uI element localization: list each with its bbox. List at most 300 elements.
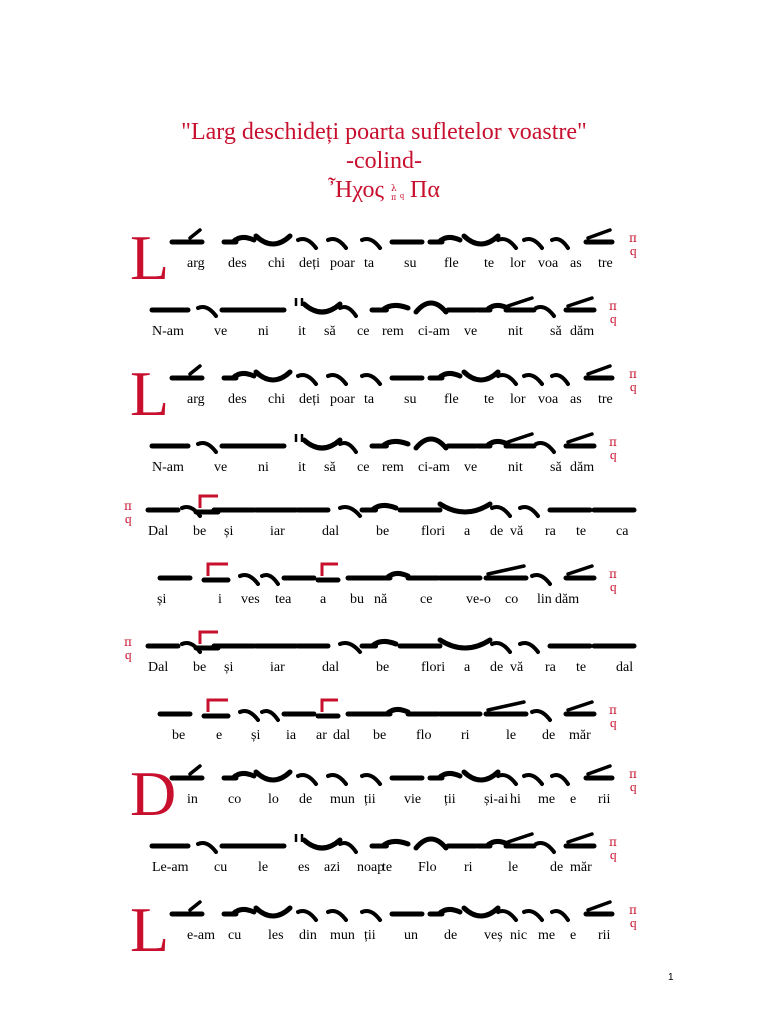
lyric-syllable: flori (421, 660, 446, 675)
lyric-syllable: deți (299, 256, 320, 271)
lyric-syllable: vie (404, 792, 422, 807)
lyric-syllable: ni (258, 324, 269, 339)
lyric-syllable: ce (357, 324, 370, 339)
lyric-syllable: nic (510, 928, 528, 943)
ison-neume (492, 507, 510, 516)
svg-text:ϥ: ϥ (630, 383, 637, 398)
omalon-neume (416, 303, 446, 312)
svg-text:π: π (609, 703, 617, 717)
lyric-syllable: dal (616, 660, 634, 675)
ison-neume (362, 375, 380, 384)
red-gorgon-neume (318, 564, 338, 580)
lyric-syllable: rem (382, 324, 404, 339)
svg-text:π: π (629, 903, 637, 917)
lyric-syllable: le (258, 860, 269, 875)
svg-text:ϥ: ϥ (610, 719, 617, 734)
lyric-syllable: poar (330, 392, 355, 407)
hymn-title: "Larg deschideți poarta sufletelor voastre" (181, 119, 587, 145)
lyric-syllable: N-am (152, 460, 184, 475)
apostrophos-neume (464, 236, 498, 244)
lyric-syllable: ve (214, 324, 228, 339)
lyric-syllable: te (484, 392, 495, 407)
lyric-syllable: be (193, 660, 207, 675)
lyric-syllable: mun (330, 792, 355, 807)
kentimata-neume (566, 702, 594, 714)
lyric-syllable: arg (187, 256, 205, 271)
petasti-neume (430, 373, 460, 378)
petasti-neume (372, 305, 408, 310)
lyric-syllable: i (218, 592, 222, 607)
lyric-syllable: deți (299, 392, 320, 407)
lyric-syllable: azi (324, 860, 341, 875)
svg-text:ϥ: ϥ (125, 651, 132, 666)
kentimata-neume (188, 230, 202, 242)
svg-text:π: π (391, 193, 397, 203)
double-gorgon-mark (296, 298, 302, 306)
lyric-syllable: ve-o (466, 592, 491, 607)
ison-neume (524, 775, 542, 784)
omalon-neume (416, 839, 446, 848)
lyric-syllable: și (251, 728, 261, 743)
apostrophos-neume (440, 504, 490, 512)
neume-staff (0, 430, 660, 464)
lyric-syllable: les (268, 928, 284, 943)
lyric-syllable: ții (364, 928, 376, 943)
lyric-syllable: as (570, 256, 582, 271)
svg-text:λ: λ (391, 184, 397, 195)
lyric-syllable: rem (382, 460, 404, 475)
kentimata-neume (586, 902, 612, 914)
ison-neume (340, 843, 356, 852)
petasti-neume (224, 237, 254, 242)
kentimata-neume (486, 566, 526, 578)
ison-neume (552, 775, 568, 784)
score-line (0, 294, 768, 360)
martyria-icon (627, 366, 643, 400)
neume-staff (0, 630, 660, 664)
lyric-syllable: de (444, 928, 458, 943)
lyric-syllable: Dal (148, 660, 169, 675)
lyric-syllable: be (193, 524, 207, 539)
lyric-syllable: le (506, 728, 517, 743)
svg-text:π: π (609, 435, 617, 449)
lyric-syllable: ve (214, 460, 228, 475)
svg-text:ϥ: ϥ (630, 919, 637, 934)
lyric-syllable: și (224, 524, 234, 539)
apostrophos-neume (464, 908, 498, 916)
lyric-syllable: be (376, 660, 390, 675)
martyria-icon (122, 498, 138, 532)
apostrophos-neume (304, 440, 340, 448)
ison-neume (240, 575, 258, 584)
lyric-syllable: Dal (148, 524, 169, 539)
lyric-syllable: de (299, 792, 313, 807)
neume-staff (0, 494, 660, 528)
lyric-syllable: lor (510, 392, 526, 407)
lyric-syllable: te (576, 524, 587, 539)
martyria-icon (607, 298, 623, 332)
petasti-neume (430, 773, 460, 778)
ison-neume (262, 575, 278, 584)
ison-neume (524, 911, 542, 920)
lyric-syllable: dăm (555, 592, 580, 607)
lyric-syllable: Le-am (152, 860, 189, 875)
lyric-syllable: N-am (152, 324, 184, 339)
lyric-syllable: ar (316, 728, 327, 743)
neume-staff (0, 294, 660, 328)
hymn-subtitle: -colind- (346, 148, 422, 174)
kentimata-neume (486, 702, 526, 714)
ison-neume (298, 375, 316, 384)
lyric-syllable: te (484, 256, 495, 271)
petasti-neume (478, 305, 508, 310)
neume-staff (0, 762, 660, 796)
neume-staff (0, 830, 660, 864)
ison-neume (198, 443, 216, 452)
lyric-syllable: cu (228, 928, 242, 943)
lyric-syllable: să (324, 324, 336, 339)
red-gorgon-neume (204, 700, 228, 716)
drop-cap: D (130, 758, 177, 829)
svg-text:π: π (124, 635, 132, 649)
petasti-neume (362, 641, 396, 646)
lyric-syllable: tre (598, 256, 613, 271)
lyric-syllable: co (505, 592, 519, 607)
lyric-syllable: rii (598, 792, 611, 807)
lyric-syllable: să (324, 460, 336, 475)
ison-neume (240, 711, 258, 720)
score-line (0, 222, 768, 293)
lyric-syllable: hi (510, 792, 521, 807)
lyric-syllable: ci-am (418, 324, 450, 339)
lyric-syllable: voa (538, 256, 559, 271)
lyric-syllable: tea (275, 592, 292, 607)
apostrophos-neume (464, 772, 498, 780)
petasti-neume (430, 909, 460, 914)
lyric-syllable: su (404, 256, 417, 271)
ison-neume (498, 775, 516, 784)
martyria-icon (122, 634, 138, 668)
kentimata-neume (188, 902, 202, 914)
lyric-syllable: dăm (570, 324, 595, 339)
svg-text:π: π (609, 835, 617, 849)
apostrophos-neume (256, 772, 290, 780)
ison-neume (362, 239, 380, 248)
ison-neume (328, 239, 346, 248)
score-line (0, 630, 768, 696)
lyric-syllable: es (298, 860, 310, 875)
score-line (0, 698, 768, 764)
lyric-syllable: des (228, 256, 247, 271)
martyria-icon (607, 566, 623, 600)
mode-label: Ἦχος (328, 177, 385, 203)
martyria-icon (607, 702, 623, 736)
lyric-syllable: de (542, 728, 556, 743)
lyric-syllable: Flo (418, 860, 437, 875)
lyric-syllable: ce (357, 460, 370, 475)
ison-neume (262, 711, 278, 720)
ison-neume (328, 375, 346, 384)
score-line (0, 894, 768, 965)
lyric-syllable: de (550, 860, 564, 875)
svg-text:ϥ: ϥ (610, 451, 617, 466)
ison-neume (340, 507, 360, 516)
lyric-syllable: su (404, 392, 417, 407)
lyric-syllable: ri (464, 860, 473, 875)
ison-neume (498, 375, 516, 384)
drop-cap: L (130, 222, 170, 293)
lyric-syllable: dal (322, 660, 340, 675)
score-line (0, 358, 768, 429)
svg-text:π: π (609, 567, 617, 581)
lyric-syllable: ni (258, 460, 269, 475)
neume-staff (0, 562, 660, 596)
lyric-syllable: it (298, 324, 306, 339)
svg-text:ϥ: ϥ (125, 515, 132, 530)
kentimata-neume (566, 834, 594, 846)
svg-text:π: π (629, 367, 637, 381)
lyric-syllable: it (298, 460, 306, 475)
ison-neume (298, 775, 316, 784)
lyric-syllable: be (172, 728, 186, 743)
kentimata-neume (586, 766, 612, 778)
neume-staff (0, 226, 660, 260)
ison-neume (498, 239, 516, 248)
lyric-syllable: vă (510, 660, 524, 675)
martyria-icon (627, 766, 643, 800)
ison-neume (362, 911, 380, 920)
svg-text:π: π (629, 231, 637, 245)
ison-neume (536, 843, 554, 852)
svg-text:π: π (629, 767, 637, 781)
ison-neume (198, 843, 216, 852)
lyric-syllable: ri (461, 728, 470, 743)
lyric-syllable: lin (537, 592, 552, 607)
lyric-syllable: tre (598, 392, 613, 407)
double-gorgon-mark (296, 834, 302, 842)
apostrophos-neume (256, 236, 290, 244)
lyric-syllable: rii (598, 928, 611, 943)
svg-text:ϥ: ϥ (610, 583, 617, 598)
petasti-neume (430, 237, 460, 242)
score-line (0, 830, 768, 896)
neume-staff (0, 362, 660, 396)
lyric-syllable: fle (444, 392, 459, 407)
svg-text:π: π (124, 499, 132, 513)
lyric-syllable: in (187, 792, 198, 807)
kentimata-neume (188, 766, 202, 778)
lyric-syllable: bu (350, 592, 364, 607)
lyric-syllable: veș (484, 928, 503, 943)
mode-martyria-icon (390, 180, 410, 202)
kentimata-neume (586, 366, 612, 378)
apostrophos-neume (256, 908, 290, 916)
ison-neume (340, 307, 356, 316)
martyria-icon (607, 434, 623, 468)
ison-neume (536, 307, 554, 316)
mode-heading (0, 178, 768, 202)
omalon-neume (416, 439, 446, 448)
lyric-syllable: și-ai (484, 792, 509, 807)
lyric-syllable: be (373, 728, 387, 743)
lyric-syllable: ci-am (418, 460, 450, 475)
lyric-syllable: arg (187, 392, 205, 407)
score-line (0, 430, 768, 496)
lyric-syllable: flori (421, 524, 446, 539)
petasti-neume (224, 773, 254, 778)
red-gorgon-neume (318, 700, 338, 716)
kentimata-neume (586, 230, 612, 242)
petasti-neume (478, 441, 508, 446)
lyric-syllable: ve (464, 460, 478, 475)
petasti-neume (478, 841, 508, 846)
ison-neume (520, 507, 538, 516)
ison-neume (552, 239, 568, 248)
svg-text:ϥ: ϥ (630, 783, 637, 798)
apostrophos-neume (464, 372, 498, 380)
score-line (0, 494, 768, 560)
lyric-syllable: te (576, 660, 587, 675)
lyric-syllable: măr (569, 728, 591, 743)
lyric-syllable: mun (330, 928, 355, 943)
kentimata-neume (566, 434, 594, 446)
lyric-syllable: flo (416, 728, 432, 743)
ison-neume (498, 911, 516, 920)
lyric-syllable: iar (270, 524, 285, 539)
ison-neume (198, 307, 216, 316)
lyric-syllable: e (570, 928, 577, 943)
petasti-neume (362, 505, 396, 510)
lyric-syllable: be (376, 524, 390, 539)
lyric-syllable: chi (268, 392, 286, 407)
lyric-syllable: noap (357, 860, 385, 875)
lyric-syllable: le (508, 860, 519, 875)
drop-cap: L (130, 894, 170, 965)
lyric-syllable: măr (570, 860, 592, 875)
lyric-syllable: des (228, 392, 247, 407)
ison-neume (532, 711, 550, 720)
kentimata-neume (506, 434, 534, 446)
lyric-syllable: as (570, 392, 582, 407)
ison-neume (524, 239, 542, 248)
lyric-syllable: ia (286, 728, 297, 743)
drop-cap: L (130, 358, 170, 429)
petasti-neume (378, 709, 408, 714)
lyric-syllable: de (490, 524, 504, 539)
svg-text:ϥ: ϥ (400, 193, 405, 203)
lyric-syllable: voa (538, 392, 559, 407)
martyria-icon (607, 834, 623, 868)
double-gorgon-mark (296, 434, 302, 442)
lyric-syllable: me (538, 792, 556, 807)
petasti-neume (224, 373, 254, 378)
apostrophos-neume (304, 304, 340, 312)
lyric-syllable: de (490, 660, 504, 675)
lyric-syllable: e (570, 792, 577, 807)
petasti-neume (372, 841, 408, 846)
lyric-syllable: a (464, 660, 471, 675)
lyric-syllable: nit (508, 324, 523, 339)
ison-neume (524, 375, 542, 384)
lyric-syllable: ra (545, 660, 556, 675)
ison-neume (536, 443, 554, 452)
red-gorgon-neume (204, 564, 228, 580)
lyric-syllable: un (404, 928, 418, 943)
lyric-syllable: ții (364, 792, 376, 807)
lyric-syllable: e (216, 728, 223, 743)
lyric-syllable: iar (270, 660, 285, 675)
ison-neume (520, 643, 538, 652)
lyric-syllable: ca (616, 524, 629, 539)
lyric-syllable: ve (464, 324, 478, 339)
lyric-syllable: lor (510, 256, 526, 271)
ison-neume (328, 775, 346, 784)
svg-text:π: π (609, 299, 617, 313)
kentimata-neume (188, 366, 202, 378)
lyric-syllable: ta (364, 256, 375, 271)
lyric-syllable: poar (330, 256, 355, 271)
petasti-neume (372, 441, 408, 446)
lyric-syllable: ta (364, 392, 375, 407)
lyric-syllable: și (224, 660, 234, 675)
lyric-syllable: e-am (187, 928, 215, 943)
apostrophos-neume (304, 840, 340, 848)
lyric-syllable: dăm (570, 460, 595, 475)
lyric-syllable: cu (214, 860, 228, 875)
apostrophos-neume (440, 640, 490, 648)
kentimata-neume (566, 566, 594, 578)
neume-staff (0, 698, 660, 732)
ison-neume (340, 443, 356, 452)
ison-neume (492, 643, 510, 652)
ison-neume (298, 239, 316, 248)
page-number: 1 (668, 972, 674, 983)
ison-neume (552, 375, 568, 384)
lyric-syllable: să (550, 324, 562, 339)
lyric-syllable: chi (268, 256, 286, 271)
kentimata-neume (566, 298, 594, 310)
lyric-syllable: fle (444, 256, 459, 271)
kentimata-neume (506, 834, 534, 846)
lyric-syllable: ții (444, 792, 456, 807)
lyric-syllable: să (550, 460, 562, 475)
lyric-syllable: lo (268, 792, 279, 807)
score-line (0, 758, 768, 829)
martyria-icon (627, 230, 643, 264)
lyric-syllable: ves (241, 592, 260, 607)
lyric-syllable: și (157, 592, 167, 607)
ison-neume (552, 911, 568, 920)
petasti-neume (378, 573, 408, 578)
svg-text:ϥ: ϥ (610, 315, 617, 330)
mode-value: Πα (410, 177, 440, 203)
lyric-syllable: co (228, 792, 242, 807)
lyric-syllable: dal (322, 524, 340, 539)
svg-text:ϥ: ϥ (630, 247, 637, 262)
apostrophos-neume (256, 372, 290, 380)
ison-neume (340, 643, 360, 652)
lyric-syllable: vă (510, 524, 524, 539)
lyric-syllable: nă (374, 592, 388, 607)
lyric-syllable: din (299, 928, 317, 943)
ison-neume (362, 775, 380, 784)
ison-neume (298, 911, 316, 920)
kentimata-neume (506, 298, 534, 310)
ison-neume (328, 911, 346, 920)
petasti-neume (224, 909, 254, 914)
lyric-syllable: dal (333, 728, 351, 743)
lyric-syllable: a (464, 524, 471, 539)
